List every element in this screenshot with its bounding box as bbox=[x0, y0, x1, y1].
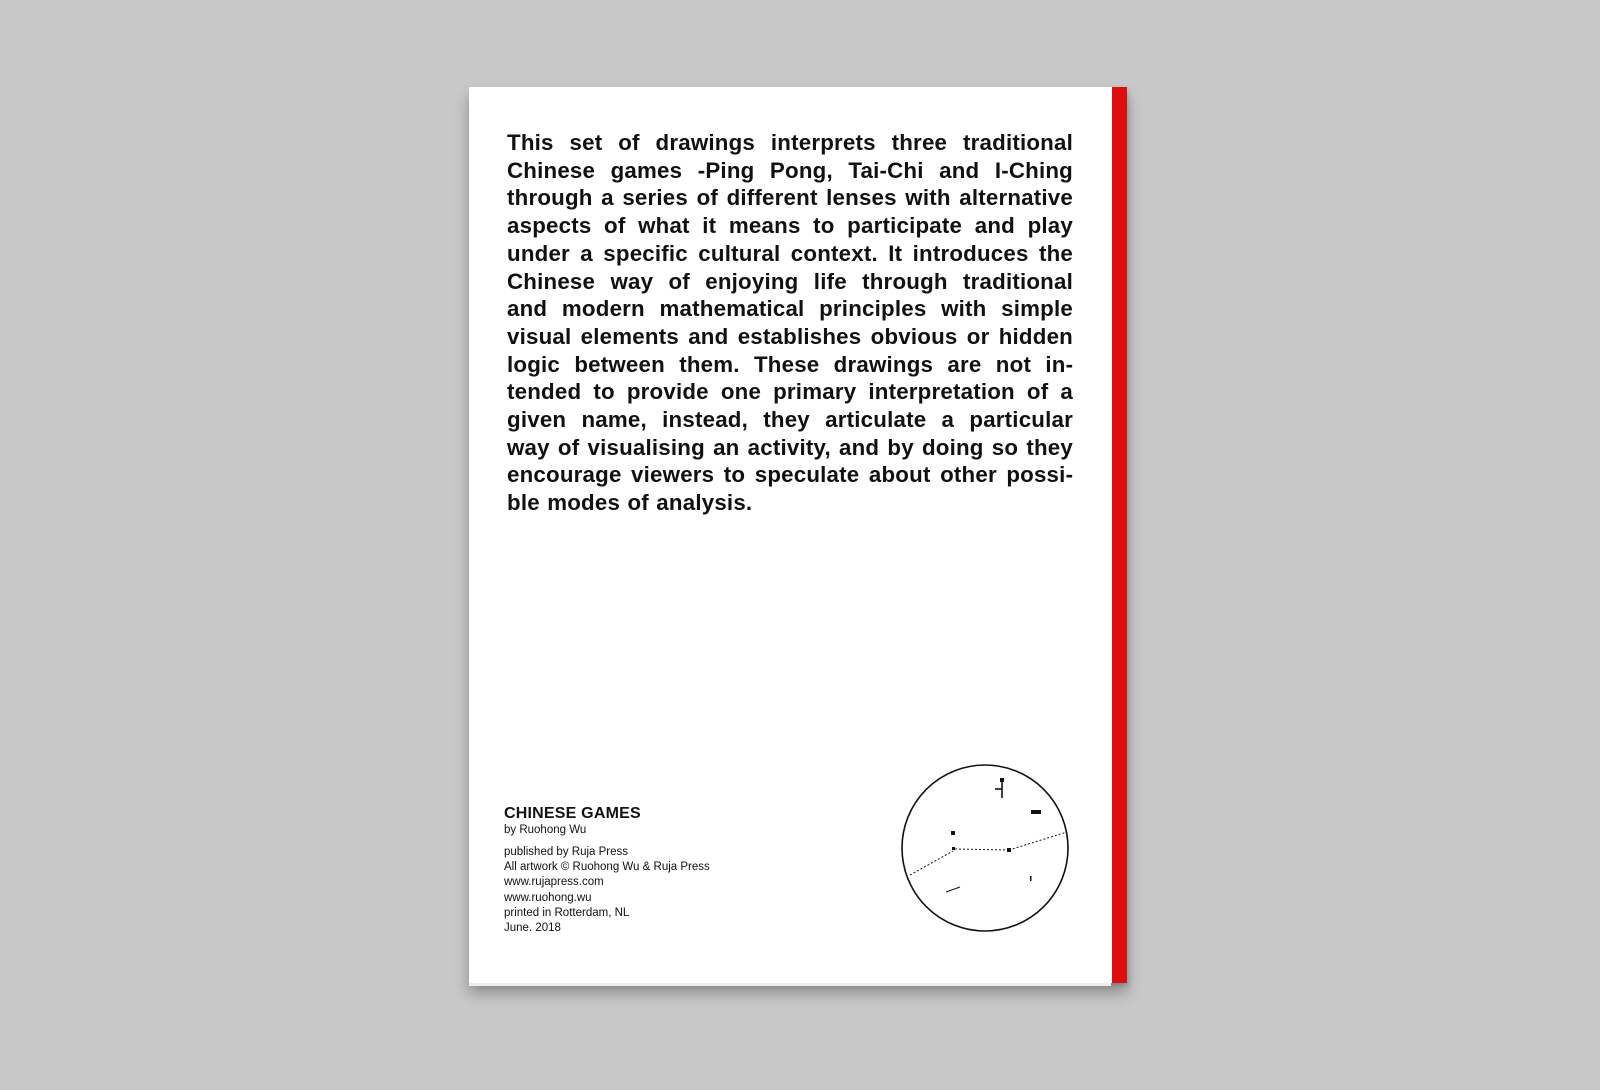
red-spine bbox=[1112, 87, 1127, 983]
emblem-dot-3 bbox=[1007, 848, 1011, 852]
emblem-figure bbox=[995, 778, 1004, 798]
colophon-copyright: All artwork © Ruohong Wu & Ruja Press bbox=[504, 861, 710, 874]
colophon bbox=[504, 805, 804, 936]
colophon-print-location: printed in Rotterdam, NL bbox=[504, 906, 630, 919]
cover-blurb: This set of drawings interprets three traditional Chinese games -Ping Pong, Tai-Chi and I-Ching through a series of different lenses with alternative aspects of what it means to participate and play under a specific cultural context. It introduces the Chinese way of enjoying life through traditional and modern mathematical principles with simple visual elements and establishes obvious or hidden logic between them. These drawings are not intended to provide one primary interpretation of a given name, instead, they articulate a particular way of visualising an activity, and by doing so they encourage viewers to speculate about other possible modes of analysis. bbox=[507, 130, 1073, 516]
emblem-dot-1 bbox=[951, 831, 955, 835]
book-author: by Ruohong Wu bbox=[504, 824, 587, 836]
colophon-publisher-url: www.rujapress.com bbox=[504, 876, 604, 889]
book-back-cover bbox=[469, 87, 1127, 983]
emblem-dash bbox=[1031, 810, 1041, 814]
book-title: CHINESE GAMES bbox=[504, 805, 641, 822]
emblem-tick bbox=[1030, 876, 1032, 881]
colophon-publisher: published by Ruja Press bbox=[504, 846, 629, 858]
emblem-dotted-line-left bbox=[910, 851, 953, 875]
emblem-dotted-line-mid bbox=[955, 849, 1009, 850]
colophon-author-url: www.ruohong.wu bbox=[504, 891, 592, 904]
emblem-small-segment bbox=[946, 887, 960, 892]
emblem-dot-2 bbox=[952, 847, 955, 850]
emblem-dotted-line-right bbox=[1009, 832, 1067, 850]
colophon-date: June. 2018 bbox=[504, 922, 561, 935]
emblem-circle bbox=[902, 765, 1068, 931]
circle-game-emblem bbox=[899, 762, 1071, 934]
